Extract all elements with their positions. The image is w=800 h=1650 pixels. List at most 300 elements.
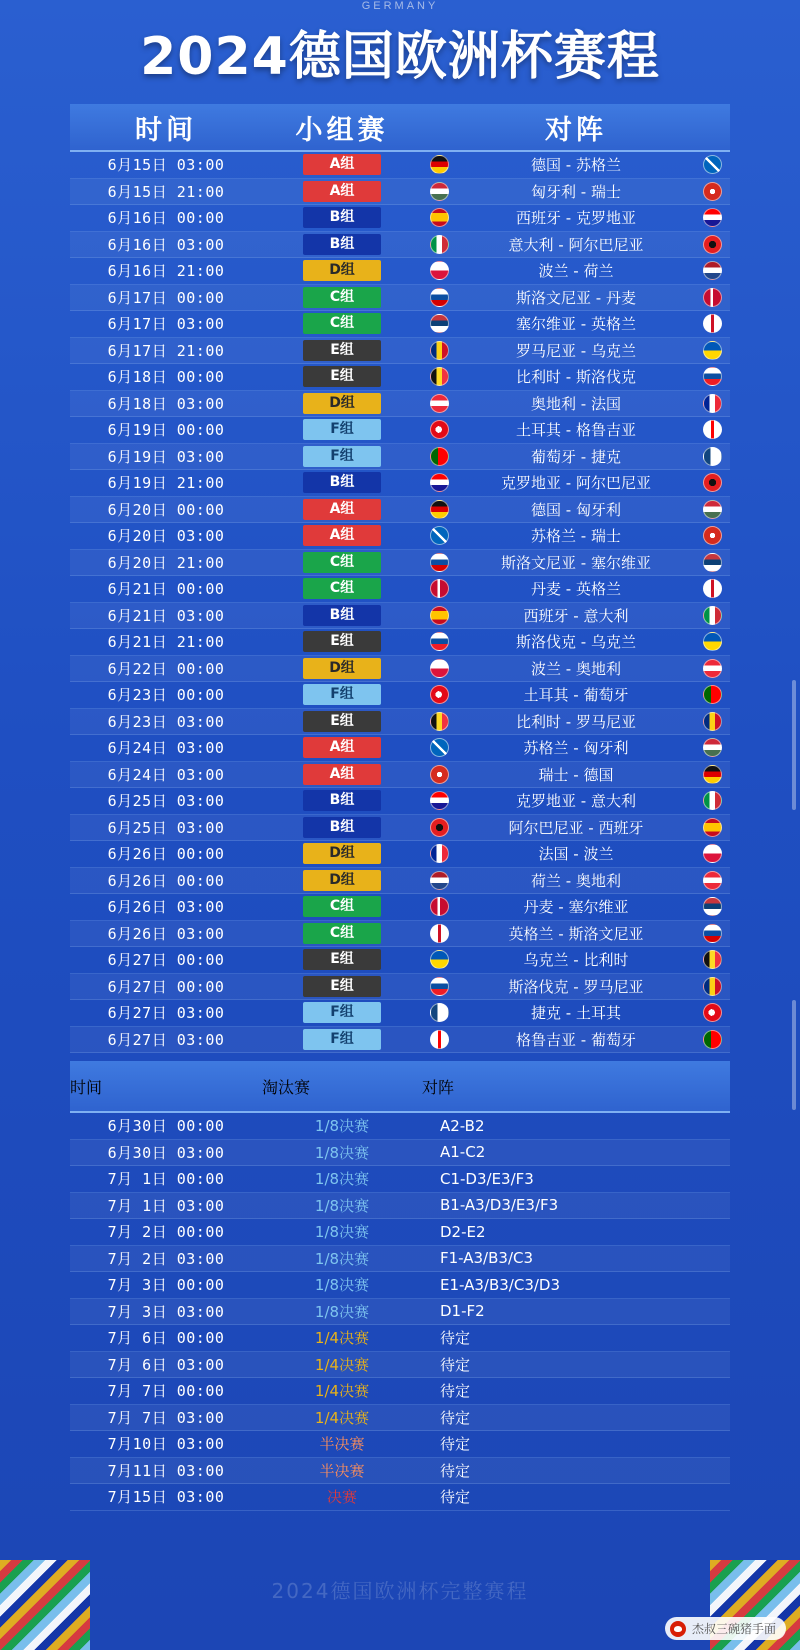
- match-teams: 丹麦 - 塞尔维亚: [523, 898, 629, 917]
- flag-icon-pt: [703, 1030, 722, 1049]
- table-row[interactable]: [70, 1246, 730, 1273]
- table-row[interactable]: [70, 417, 730, 444]
- match-time: 6月27日 03:00: [107, 1030, 225, 1049]
- knockout-pairing: 待定: [440, 1329, 471, 1348]
- table-row[interactable]: [70, 179, 730, 206]
- flag-icon-ch: [703, 526, 722, 545]
- match-time: 6月23日 00:00: [107, 686, 225, 705]
- group-badge: D组: [303, 393, 381, 414]
- table-row[interactable]: [70, 1140, 730, 1167]
- match-time: 6月17日 03:00: [107, 315, 225, 334]
- flag-icon-sc: [430, 738, 449, 757]
- match-cell: [422, 366, 730, 387]
- table-row[interactable]: [70, 1352, 730, 1379]
- match-time: 6月30日 00:00: [107, 1117, 225, 1136]
- match-teams: 法国 - 波兰: [538, 845, 614, 864]
- group-badge-cell: [262, 605, 422, 626]
- table-row[interactable]: [70, 1299, 730, 1326]
- column-header-match-ko: 对阵: [422, 1079, 455, 1097]
- group-badge-cell: [262, 843, 422, 864]
- table-row[interactable]: [70, 232, 730, 259]
- knockout-pairing: D2-E2: [440, 1222, 486, 1241]
- flag-icon-it: [430, 235, 449, 254]
- flag-icon-ch: [430, 765, 449, 784]
- match-teams: 瑞士 - 德国: [538, 765, 614, 784]
- match-cell: [422, 393, 730, 414]
- flag-icon-at: [703, 871, 722, 890]
- flag-icon-es: [703, 818, 722, 837]
- match-cell: [422, 949, 730, 970]
- flag-icon-rs: [703, 897, 722, 916]
- flag-icon-fr: [430, 844, 449, 863]
- match-time: 7月 2日 03:00: [107, 1249, 225, 1268]
- table-row[interactable]: [70, 788, 730, 815]
- table-row[interactable]: [70, 815, 730, 842]
- group-badge: F组: [303, 1002, 381, 1023]
- table-row[interactable]: [70, 974, 730, 1001]
- match-time: 7月 7日 00:00: [107, 1382, 225, 1401]
- table-row[interactable]: [70, 1166, 730, 1193]
- group-badge: E组: [303, 340, 381, 361]
- watermark-label: 杰叔三碗猪手面: [691, 1622, 776, 1636]
- match-time: 6月26日 03:00: [107, 898, 225, 917]
- match-time: 7月 6日 00:00: [107, 1329, 225, 1348]
- table-row[interactable]: [70, 550, 730, 577]
- match-time: 6月24日 03:00: [107, 739, 225, 758]
- flag-icon-sk: [430, 977, 449, 996]
- table-row[interactable]: [70, 576, 730, 603]
- match-time: 6月18日 03:00: [107, 394, 225, 413]
- match-teams: 捷克 - 土耳其: [531, 1004, 621, 1023]
- flag-icon-at: [430, 394, 449, 413]
- group-badge: B组: [303, 234, 381, 255]
- group-badge: C组: [303, 896, 381, 917]
- match-teams: 匈牙利 - 瑞士: [531, 182, 621, 201]
- match-teams: 比利时 - 罗马尼亚: [516, 712, 636, 731]
- flag-icon-tr: [430, 420, 449, 439]
- group-badge: D组: [303, 658, 381, 679]
- flag-icon-dk: [703, 288, 722, 307]
- match-time: 7月 7日 03:00: [107, 1408, 225, 1427]
- group-badge: D组: [303, 260, 381, 281]
- match-teams: 丹麦 - 英格兰: [531, 580, 621, 599]
- flag-icon-hu: [703, 500, 722, 519]
- group-badge: E组: [303, 711, 381, 732]
- knockout-pairing: B1-A3/D3/E3/F3: [440, 1196, 559, 1215]
- table-row[interactable]: [70, 682, 730, 709]
- flag-icon-be: [703, 950, 722, 969]
- flag-icon-en: [430, 924, 449, 943]
- match-teams: 波兰 - 奥地利: [531, 659, 621, 678]
- ghost-caption: 2024德国欧洲杯完整赛程: [271, 1579, 529, 1603]
- weibo-icon: [670, 1621, 686, 1637]
- knockout-stage-label: 1/4决赛: [314, 1408, 370, 1427]
- flag-icon-ge: [430, 1030, 449, 1049]
- knockout-table-body: [70, 1113, 730, 1511]
- flag-icon-fr: [703, 394, 722, 413]
- flag-icon-al: [430, 818, 449, 837]
- knockout-stage-label: 1/8决赛: [314, 1196, 370, 1215]
- flag-icon-hu: [703, 738, 722, 757]
- group-badge: F组: [303, 684, 381, 705]
- match-cell: [422, 578, 730, 599]
- group-badge-cell: [262, 446, 422, 467]
- group-badge-cell: [262, 631, 422, 652]
- flag-icon-ua: [430, 950, 449, 969]
- table-row[interactable]: [70, 1484, 730, 1511]
- table-row[interactable]: [70, 205, 730, 232]
- knockout-pairing: 待定: [440, 1435, 471, 1454]
- match-teams: 荷兰 - 奥地利: [531, 871, 621, 890]
- match-teams: 苏格兰 - 匈牙利: [523, 739, 629, 758]
- match-time: 6月16日 21:00: [107, 262, 225, 281]
- group-badge: F组: [303, 446, 381, 467]
- group-table-body: [70, 152, 730, 1053]
- group-badge-cell: [262, 154, 422, 175]
- match-teams: 比利时 - 斯洛伐克: [516, 368, 636, 387]
- knockout-stage-label: 1/8决赛: [314, 1170, 370, 1189]
- table-row[interactable]: [70, 629, 730, 656]
- group-badge: D组: [303, 870, 381, 891]
- match-cell: [422, 1002, 730, 1023]
- schedule-board: [70, 104, 730, 1511]
- group-badge: E组: [303, 976, 381, 997]
- match-time: 6月21日 03:00: [107, 606, 225, 625]
- table-row[interactable]: [70, 364, 730, 391]
- group-badge-cell: [262, 1002, 422, 1023]
- flag-icon-hr: [430, 473, 449, 492]
- flag-icon-al: [703, 473, 722, 492]
- group-badge: E组: [303, 631, 381, 652]
- match-cell: [422, 764, 730, 785]
- flag-icon-si: [430, 553, 449, 572]
- match-time: 7月 3日 00:00: [107, 1276, 225, 1295]
- match-cell: [422, 552, 730, 573]
- table-row[interactable]: [70, 1193, 730, 1220]
- germany-tag: GERMANY: [361, 0, 439, 12]
- match-teams: 苏格兰 - 瑞士: [531, 527, 621, 546]
- knockout-pairing: 待定: [440, 1382, 471, 1401]
- match-time: 6月26日 00:00: [107, 845, 225, 864]
- match-cell: [422, 737, 730, 758]
- knockout-pairing: C1-D3/E3/F3: [440, 1169, 534, 1188]
- flag-icon-cz: [430, 1003, 449, 1022]
- match-time: 6月18日 00:00: [107, 368, 225, 387]
- group-badge-cell: [262, 976, 422, 997]
- flag-icon-nl: [430, 871, 449, 890]
- group-badge: C组: [303, 552, 381, 573]
- flag-icon-sk: [703, 367, 722, 386]
- match-time: 6月19日 21:00: [107, 474, 225, 493]
- flag-icon-pl: [430, 659, 449, 678]
- column-header-stage-ko: 淘汰赛: [262, 1079, 311, 1097]
- knockout-stage-label: 1/8决赛: [314, 1302, 370, 1321]
- flag-icon-si: [430, 288, 449, 307]
- group-badge: B组: [303, 605, 381, 626]
- match-time: 6月27日 00:00: [107, 951, 225, 970]
- flag-icon-tr: [430, 685, 449, 704]
- table-row[interactable]: [70, 338, 730, 365]
- group-badge-cell: [262, 737, 422, 758]
- table-row[interactable]: [70, 1458, 730, 1485]
- table-row[interactable]: [70, 470, 730, 497]
- match-time: 6月30日 03:00: [107, 1143, 225, 1162]
- match-teams: 斯洛伐克 - 罗马尼亚: [508, 977, 644, 996]
- flag-icon-at: [703, 659, 722, 678]
- group-badge-cell: [262, 817, 422, 838]
- flag-icon-es: [430, 208, 449, 227]
- table-row[interactable]: [70, 1027, 730, 1054]
- match-cell: [422, 207, 730, 228]
- flag-icon-ge: [703, 420, 722, 439]
- page-title: 2024德国欧洲杯赛程: [140, 27, 660, 87]
- column-header-stage: 小组赛: [295, 114, 389, 146]
- table-row[interactable]: [70, 285, 730, 312]
- match-cell: [422, 499, 730, 520]
- flag-icon-ch: [703, 182, 722, 201]
- match-time: 6月20日 03:00: [107, 527, 225, 546]
- match-cell: [422, 446, 730, 467]
- flag-icon-pl: [703, 844, 722, 863]
- table-row[interactable]: [70, 735, 730, 762]
- match-teams: 波兰 - 荷兰: [538, 262, 614, 281]
- match-cell: [422, 260, 730, 281]
- flag-icon-ro: [703, 712, 722, 731]
- match-time: 6月20日 21:00: [107, 553, 225, 572]
- match-cell: [422, 419, 730, 440]
- knockout-stage-label: 1/8决赛: [314, 1276, 370, 1295]
- flag-icon-pl: [430, 261, 449, 280]
- match-time: 6月17日 21:00: [107, 341, 225, 360]
- match-teams: 西班牙 - 意大利: [523, 606, 629, 625]
- knockout-stage-label: 1/4决赛: [314, 1355, 370, 1374]
- match-time: 6月21日 21:00: [107, 633, 225, 652]
- group-badge-cell: [262, 552, 422, 573]
- flag-icon-ua: [703, 341, 722, 360]
- match-teams: 奥地利 - 法国: [531, 394, 621, 413]
- flag-icon-de: [430, 500, 449, 519]
- group-badge: F组: [303, 1029, 381, 1050]
- table-row[interactable]: [70, 1272, 730, 1299]
- scrollbar-mark[interactable]: [792, 680, 796, 810]
- table-row[interactable]: [70, 868, 730, 895]
- match-time: 6月25日 03:00: [107, 792, 225, 811]
- table-row[interactable]: [70, 1378, 730, 1405]
- table-row[interactable]: [70, 1405, 730, 1432]
- match-cell: [422, 525, 730, 546]
- group-badge-cell: [262, 578, 422, 599]
- group-badge: A组: [303, 154, 381, 175]
- table-row[interactable]: [70, 1431, 730, 1458]
- knockout-stage-label: 1/4决赛: [314, 1329, 370, 1348]
- match-teams: 克罗地亚 - 意大利: [516, 792, 636, 811]
- group-badge-cell: [262, 234, 422, 255]
- match-teams: 斯洛文尼亚 - 塞尔维亚: [501, 553, 651, 572]
- match-time: 6月17日 00:00: [107, 288, 225, 307]
- flag-icon-ro: [430, 341, 449, 360]
- match-cell: [422, 234, 730, 255]
- match-teams: 克罗地亚 - 阿尔巴尼亚: [501, 474, 651, 493]
- match-time: 7月 1日 03:00: [107, 1196, 225, 1215]
- match-teams: 乌克兰 - 比利时: [523, 951, 629, 970]
- match-cell: [422, 976, 730, 997]
- knockout-pairing: E1-A3/B3/C3/D3: [440, 1275, 561, 1294]
- group-badge-cell: [262, 790, 422, 811]
- table-row[interactable]: [70, 391, 730, 418]
- scrollbar-mark[interactable]: [792, 1000, 796, 1110]
- group-badge: C组: [303, 923, 381, 944]
- match-cell: [422, 631, 730, 652]
- group-badge: A组: [303, 525, 381, 546]
- flag-icon-cz: [703, 447, 722, 466]
- match-cell: [422, 870, 730, 891]
- flag-icon-en: [703, 579, 722, 598]
- group-badge-cell: [262, 499, 422, 520]
- flag-icon-tr: [703, 1003, 722, 1022]
- flag-icon-sc: [430, 526, 449, 545]
- match-teams: 葡萄牙 - 捷克: [531, 447, 621, 466]
- table-row[interactable]: [70, 894, 730, 921]
- flag-icon-be: [430, 712, 449, 731]
- match-teams: 斯洛文尼亚 - 丹麦: [516, 288, 636, 307]
- match-teams: 格鲁吉亚 - 葡萄牙: [516, 1030, 636, 1049]
- group-badge: C组: [303, 313, 381, 334]
- match-time: 6月19日 03:00: [107, 447, 225, 466]
- group-badge: B组: [303, 472, 381, 493]
- knockout-pairing: 待定: [440, 1408, 471, 1427]
- group-badge-cell: [262, 764, 422, 785]
- flag-icon-dk: [430, 579, 449, 598]
- group-badge-cell: [262, 393, 422, 414]
- table-row[interactable]: [70, 656, 730, 683]
- watermark: [665, 1617, 786, 1640]
- table-row[interactable]: [70, 603, 730, 630]
- group-badge-cell: [262, 287, 422, 308]
- table-row[interactable]: [70, 1325, 730, 1352]
- flag-icon-rs: [703, 553, 722, 572]
- match-cell: [422, 923, 730, 944]
- column-header-time: 时间: [135, 114, 197, 146]
- flag-icon-dk: [430, 897, 449, 916]
- table-row[interactable]: [70, 841, 730, 868]
- flag-icon-sc: [703, 155, 722, 174]
- flag-icon-ro: [703, 977, 722, 996]
- match-teams: 意大利 - 阿尔巴尼亚: [508, 235, 644, 254]
- group-badge-cell: [262, 658, 422, 679]
- table-row[interactable]: [70, 258, 730, 285]
- match-time: 7月 3日 03:00: [107, 1302, 225, 1321]
- group-badge: E组: [303, 366, 381, 387]
- table-row[interactable]: [70, 152, 730, 179]
- column-header-match: 对阵: [545, 114, 607, 146]
- knockout-stage-label: 1/8决赛: [314, 1249, 370, 1268]
- match-time: 6月24日 03:00: [107, 765, 225, 784]
- match-cell: [422, 154, 730, 175]
- match-time: 6月27日 03:00: [107, 1004, 225, 1023]
- knockout-stage-label: 半决赛: [319, 1435, 365, 1454]
- table-row[interactable]: [70, 762, 730, 789]
- column-header-time-ko: 时间: [70, 1079, 103, 1097]
- knockout-pairing: A1-C2: [440, 1143, 486, 1162]
- match-time: 6月19日 00:00: [107, 421, 225, 440]
- flag-icon-hr: [703, 208, 722, 227]
- flag-icon-it: [703, 606, 722, 625]
- flag-icon-pt: [430, 447, 449, 466]
- table-row[interactable]: [70, 444, 730, 471]
- knockout-pairing: A2-B2: [440, 1116, 485, 1135]
- match-time: 7月 2日 00:00: [107, 1223, 225, 1242]
- table-row[interactable]: [70, 921, 730, 948]
- table-row[interactable]: [70, 947, 730, 974]
- match-teams: 德国 - 苏格兰: [531, 156, 621, 175]
- table-row[interactable]: [70, 1000, 730, 1027]
- match-time: 6月21日 00:00: [107, 580, 225, 599]
- flag-icon-hr: [430, 791, 449, 810]
- flag-icon-si: [703, 924, 722, 943]
- flag-icon-hu: [430, 182, 449, 201]
- table-row[interactable]: [70, 1113, 730, 1140]
- match-time: 6月15日 21:00: [107, 182, 225, 201]
- group-badge: A组: [303, 499, 381, 520]
- group-badge-cell: [262, 684, 422, 705]
- match-time: 7月 1日 00:00: [107, 1170, 225, 1189]
- group-badge: B组: [303, 790, 381, 811]
- group-badge-cell: [262, 949, 422, 970]
- group-badge-cell: [262, 207, 422, 228]
- group-badge-cell: [262, 260, 422, 281]
- match-teams: 塞尔维亚 - 英格兰: [516, 315, 636, 334]
- flag-icon-sk: [430, 632, 449, 651]
- match-time: 7月10日 03:00: [107, 1435, 225, 1454]
- match-cell: [422, 711, 730, 732]
- match-teams: 斯洛伐克 - 乌克兰: [516, 633, 636, 652]
- match-cell: [422, 790, 730, 811]
- match-teams: 英格兰 - 斯洛文尼亚: [508, 924, 644, 943]
- flag-icon-nl: [703, 261, 722, 280]
- match-cell: [422, 287, 730, 308]
- match-time: 7月15日 03:00: [107, 1488, 225, 1507]
- flag-icon-al: [703, 235, 722, 254]
- group-badge: F组: [303, 419, 381, 440]
- match-teams: 阿尔巴尼亚 - 西班牙: [508, 818, 644, 837]
- match-teams: 西班牙 - 克罗地亚: [516, 209, 636, 228]
- table-row[interactable]: [70, 497, 730, 524]
- match-time: 6月25日 03:00: [107, 818, 225, 837]
- table-row[interactable]: [70, 1219, 730, 1246]
- group-badge: C组: [303, 287, 381, 308]
- table-row[interactable]: [70, 523, 730, 550]
- group-badge: E组: [303, 949, 381, 970]
- match-teams: 罗马尼亚 - 乌克兰: [516, 341, 636, 360]
- match-time: 6月15日 03:00: [107, 156, 225, 175]
- group-badge-cell: [262, 525, 422, 546]
- knockout-table-header: [70, 1061, 730, 1113]
- knockout-pairing: D1-F2: [440, 1302, 485, 1321]
- flag-icon-de: [430, 155, 449, 174]
- match-time: 6月20日 00:00: [107, 500, 225, 519]
- flag-icon-be: [430, 367, 449, 386]
- flag-icon-en: [703, 314, 722, 333]
- match-cell: [422, 684, 730, 705]
- group-badge: B组: [303, 817, 381, 838]
- group-badge-cell: [262, 313, 422, 334]
- table-row[interactable]: [70, 311, 730, 338]
- match-time: 6月27日 00:00: [107, 977, 225, 996]
- table-row[interactable]: [70, 709, 730, 736]
- group-badge-cell: [262, 711, 422, 732]
- match-time: 6月26日 03:00: [107, 924, 225, 943]
- match-time: 6月26日 00:00: [107, 871, 225, 890]
